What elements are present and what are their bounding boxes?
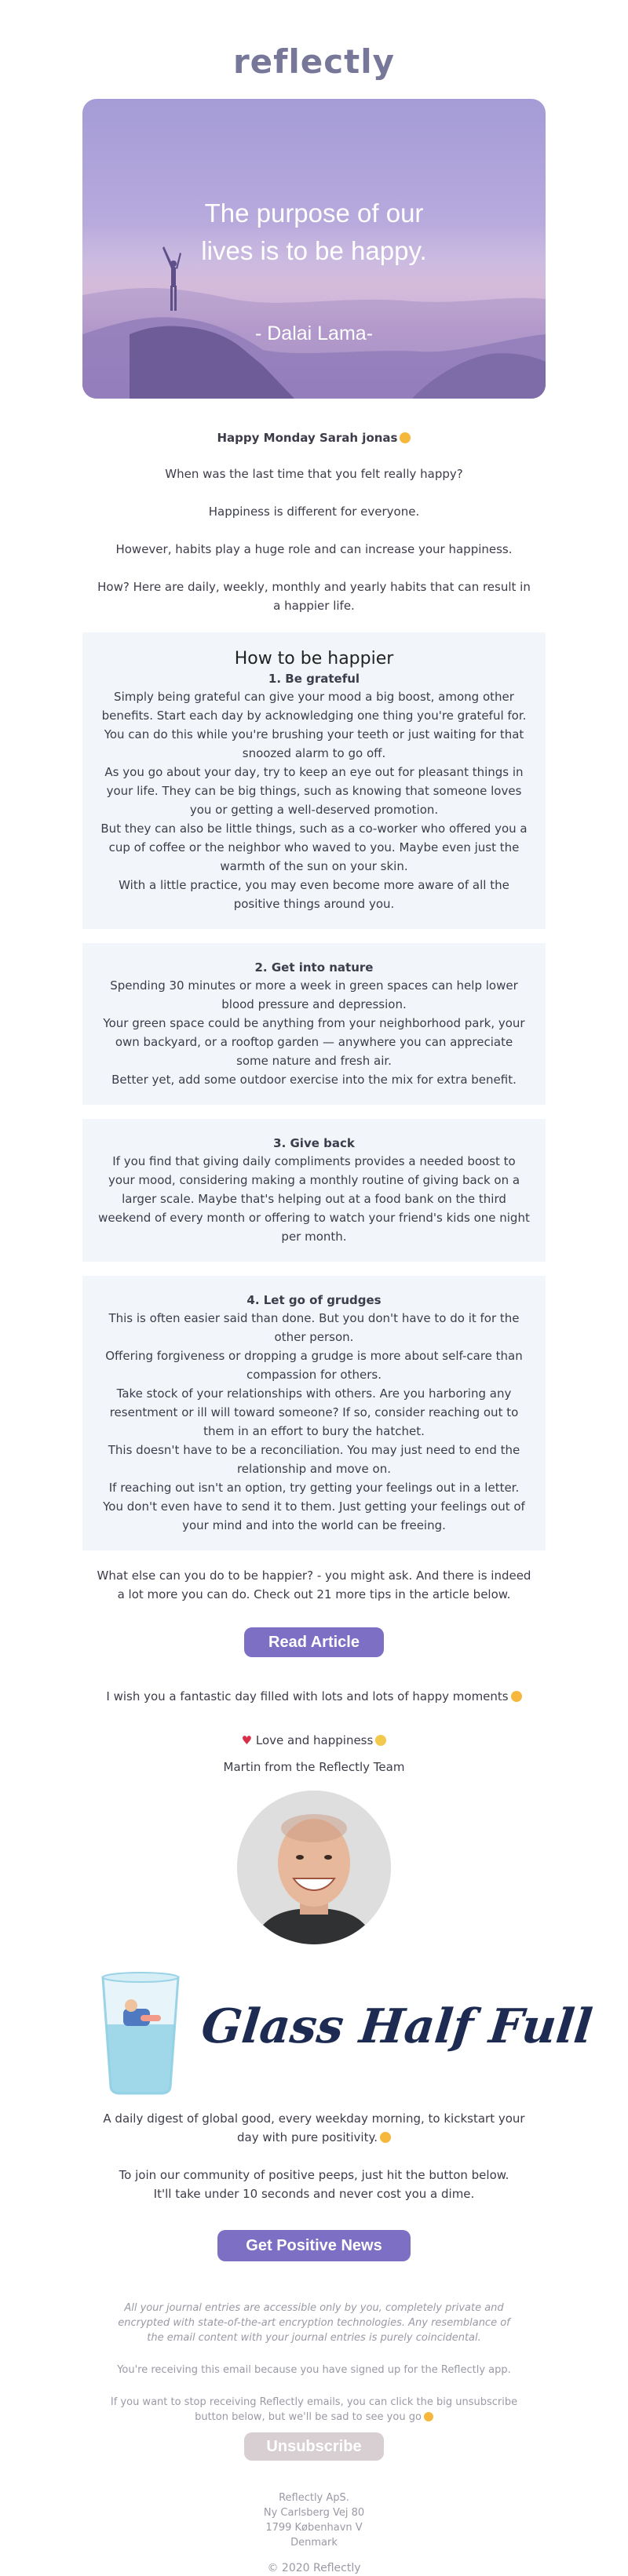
section-paragraph: Your green space could be anything from your neighborhood park, your own backyard, or a rooftop garden — anywhere you can appreciate some nature and fresh air. bbox=[103, 1016, 525, 1068]
section-paragraph: But they can also be little things, such as a co-worker who offered you a cup of coffee or the neighbor who waved to you. Maybe even just the warmth of the sun on your skin. bbox=[100, 822, 528, 873]
section-paragraph: If you find that giving daily compliments provides a needed boost to your mood, considering making a monthly routine of giving back on a larger scale. Maybe that's helping out at a food bank on the third weekend of every month or offering to watch your friend's kids one night per month. bbox=[98, 1154, 530, 1244]
intro-line: How? Here are daily, weekly, monthly and yearly habits that can result in a happier life. bbox=[97, 580, 531, 613]
heart-icon: ♥ bbox=[241, 1733, 253, 1747]
smiley-icon bbox=[380, 2132, 391, 2143]
habit-section-grateful bbox=[82, 632, 546, 929]
section-paragraph: Simply being grateful can give your mood a big boost, among other benefits. Start each day by acknowledging one thing you're grateful for. You can do this while you're brushing your teeth or just waiting for that snoozed alarm to go off. bbox=[101, 690, 527, 760]
ghf-description bbox=[94, 2109, 534, 2147]
address-line: 1799 København V bbox=[265, 2522, 363, 2534]
hero-quote-line: The purpose of our bbox=[204, 199, 424, 228]
section-heading: 2. Get into nature bbox=[254, 960, 374, 975]
signup-reason: You're receiving this email because you have signed up for the Reflectly app. bbox=[117, 2364, 511, 2376]
avatar bbox=[237, 1791, 391, 1944]
sun-icon bbox=[511, 1691, 522, 1702]
hero-author: - Dalai Lama- bbox=[254, 322, 374, 344]
section-heading: 3. Give back bbox=[273, 1136, 355, 1150]
section-paragraph: Better yet, add some outdoor exercise into the mix for extra benefit. bbox=[111, 1073, 517, 1087]
unsubscribe-button[interactable]: Unsubscribe bbox=[244, 2432, 384, 2461]
avatar-photo bbox=[237, 1791, 391, 1944]
privacy-note: All your journal entries are accessible only by you, completely private and encrypted with state-of-the-art encryption technologies. Any resemblance of the email content with your journal entries is purely coincidental. bbox=[118, 2302, 510, 2344]
section-paragraph: As you go about your day, try to keep an eye out for pleasant things in your life. They can be big things, such as knowing that someone loves you or getting a well-deserved promotion. bbox=[104, 765, 524, 817]
hero-quote-line: lives is to be happy. bbox=[201, 236, 427, 265]
more-tips-text: What else can you do to be happier? - you might ask. And there is indeed a lot more you can do. Check out 21 more tips in the article below. bbox=[97, 1569, 531, 1601]
glass-half-full-logo bbox=[82, 1969, 595, 2095]
address-line: Ny Carlsberg Vej 80 bbox=[263, 2507, 365, 2519]
section-heading: 4. Let go of grudges bbox=[246, 1293, 382, 1307]
section-heading: 1. Be grateful bbox=[268, 672, 360, 686]
company-address bbox=[110, 2490, 518, 2550]
habit-section-grudges bbox=[82, 1276, 546, 1550]
intro-line: When was the last time that you felt really happy? bbox=[165, 467, 463, 481]
glass-icon bbox=[93, 1969, 188, 2095]
greeting-text: Happy Monday Sarah jonas bbox=[217, 431, 398, 445]
smiley-icon bbox=[400, 432, 411, 443]
unsubscribe-note-text: If you want to stop receiving Reflectly emails, you can click the big unsubscribe button below, but we'll be sad to see you go bbox=[110, 2396, 518, 2423]
unsubscribe-note bbox=[110, 2395, 518, 2425]
hug-emoji-icon bbox=[375, 1735, 386, 1746]
ghf-description-text: A daily digest of global good, every weekday morning, to kickstart your day with pure positivity. bbox=[103, 2111, 525, 2144]
ghf-join-line: It'll take under 10 seconds and never cost you a dime. bbox=[153, 2187, 475, 2201]
wish-text bbox=[94, 1687, 534, 1706]
address-line: Denmark bbox=[290, 2537, 338, 2549]
hero-quote bbox=[82, 195, 546, 270]
hero-banner bbox=[82, 99, 546, 399]
section-paragraph: This doesn't have to be a reconciliation. You may just need to end the relationship and move on. bbox=[108, 1443, 520, 1476]
habit-section-give-back bbox=[82, 1119, 546, 1262]
ghf-join-line: To join our community of positive peeps, just hit the button below. bbox=[119, 2168, 509, 2182]
habit-section-nature bbox=[82, 943, 546, 1105]
brand-logo: reflectly bbox=[232, 42, 396, 81]
get-positive-news-button[interactable]: Get Positive News bbox=[217, 2230, 411, 2261]
glass-half-full-wordmark: Glass Half Full bbox=[199, 1999, 595, 2054]
read-article-button[interactable]: Read Article bbox=[244, 1627, 384, 1657]
signoff bbox=[94, 1731, 534, 1750]
greeting bbox=[94, 428, 534, 447]
section-paragraph: This is often easier said than done. But you don't have to do it for the other person. bbox=[108, 1311, 520, 1344]
wish-line: I wish you a fantastic day filled with lots and lots of happy moments bbox=[106, 1689, 509, 1703]
section-paragraph: Take stock of your relationships with others. Are you harboring any resentment or ill will toward someone? If so, consider reaching out to them in an effort to bury the hatchet. bbox=[109, 1386, 519, 1438]
intro-line: However, habits play a huge role and can increase your happiness. bbox=[115, 542, 513, 556]
intro-line: Happiness is different for everyone. bbox=[208, 505, 420, 519]
signoff-text: Love and happiness bbox=[255, 1733, 374, 1747]
section-title: How to be happier bbox=[234, 649, 394, 669]
copyright: © 2020 Reflectly bbox=[267, 2562, 361, 2574]
section-paragraph: With a little practice, you may even become more aware of all the positive things around you. bbox=[119, 878, 509, 911]
section-paragraph: If reaching out isn't an option, try getting your feelings out in a letter. You don't even have to send it to them. Just getting your feelings out of your mind and into the world can be freeing. bbox=[103, 1481, 525, 1532]
address-line: Reflectly ApS. bbox=[279, 2492, 349, 2504]
section-paragraph: Spending 30 minutes or more a week in green spaces can help lower blood pressure and depression. bbox=[110, 978, 518, 1011]
signature: Martin from the Reflectly Team bbox=[223, 1760, 405, 1774]
sad-face-icon bbox=[424, 2412, 433, 2421]
section-paragraph: Offering forgiveness or dropping a grudge is more about self-care than compassion for others. bbox=[105, 1349, 523, 1382]
